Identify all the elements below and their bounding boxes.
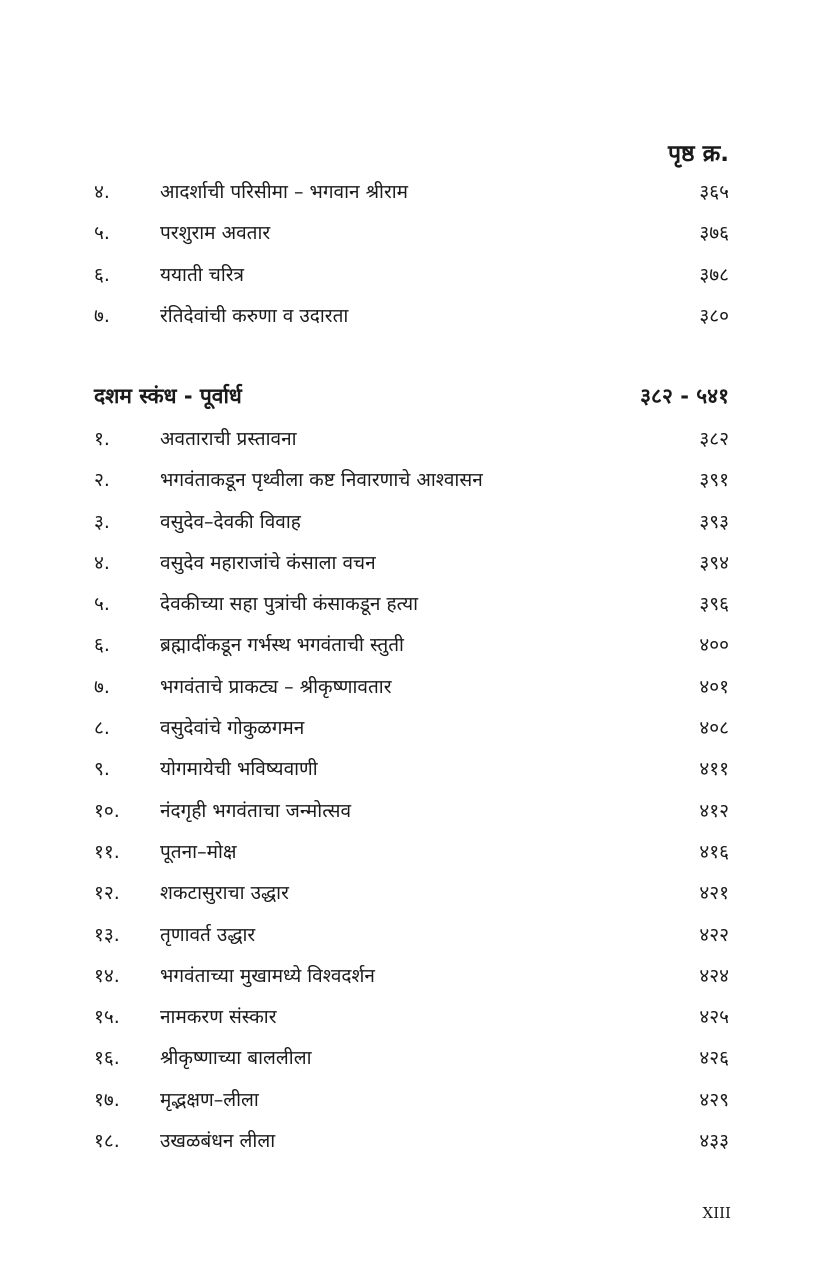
entry-page-number: ३९६ [699,593,729,616]
entry-title: नंदगृही भगवंताचा जन्मोत्सव [160,799,352,822]
toc-entry [94,1082,729,1123]
toc-entry [94,1123,729,1164]
section-page-range: ३८२ - ५४१ [640,384,729,408]
entry-title: देवकीच्या सहा पुत्रांची कंसाकडून हत्या [160,593,419,616]
toc-list-continued [94,174,729,339]
entry-title: तृणावर्त उद्धार [160,923,256,946]
entry-number: १५. [94,1006,120,1029]
entry-page-number: ४२१ [699,882,729,905]
entry-page-number: ४२६ [699,1047,729,1070]
toc-entry [94,875,729,916]
entry-title: मृद्भक्षण–लीला [160,1088,259,1111]
entry-number: ७. [94,304,110,327]
section-heading [94,382,729,416]
entry-title: आदर्शाची परिसीमा – भगवान श्रीराम [160,181,409,203]
page-folio: XIII [702,1204,731,1222]
entry-number: ६. [94,263,110,286]
entry-page-number: ३८२ [699,428,729,450]
entry-title: ययाती चरित्र [160,263,244,286]
entry-page-number: ४२२ [699,923,729,946]
toc-entry [94,958,729,999]
entry-page-number: ३९१ [699,469,729,492]
entry-title: ब्रह्मादींकडून गर्भस्थ भगवंताची स्तुती [160,634,404,657]
entry-page-number: ३६५ [699,181,729,203]
toc-entry [94,669,729,710]
toc-entry [94,174,729,215]
toc-entry [94,627,729,668]
entry-title: रंतिदेवांची करुणा व उदारता [160,304,349,327]
entry-title: शकटासुराचा उद्धार [160,882,289,905]
entry-number: ४. [94,551,110,574]
entry-number: ४. [94,181,110,203]
entry-number: ५. [94,222,110,245]
entry-number: १२. [94,882,120,905]
entry-title: अवताराची प्रस्तावना [160,428,297,450]
entry-number: ९. [94,758,110,781]
toc-entry [94,1040,729,1081]
entry-page-number: ४२४ [699,964,729,987]
toc-entry [94,999,729,1040]
toc-entry [94,751,729,792]
entry-page-number: ४३३ [699,1130,729,1153]
entry-title: परशुराम अवतार [160,222,271,245]
entry-page-number: ४०१ [699,675,729,698]
entry-title: वसुदेवांचे गोकुळगमन [160,717,305,740]
entry-page-number: ४११ [699,758,729,781]
entry-page-number: ३९४ [699,551,729,574]
entry-title: भगवंताच्या मुखामध्ये विश्वदर्शन [160,964,375,987]
entry-number: ८. [94,717,110,740]
toc-list-section [94,421,729,1164]
entry-number: १६. [94,1047,120,1070]
entry-page-number: ३९३ [699,510,729,533]
entry-title: उखळबंधन लीला [160,1130,276,1153]
entry-number: १. [94,428,110,450]
toc-entry [94,215,729,256]
entry-page-number: ४१२ [699,799,729,822]
page-number-column-heading: पृष्ठ क्र. [667,141,729,167]
toc-entry [94,421,729,462]
entry-page-number: ४०० [699,634,729,657]
toc-entry [94,462,729,503]
toc-entry [94,545,729,586]
toc-entry [94,298,729,339]
entry-number: १८. [94,1130,120,1153]
entry-number: २. [94,469,110,492]
entry-title: पूतना–मोक्ष [160,840,237,863]
entry-page-number: ४२९ [699,1088,729,1111]
entry-number: १३. [94,923,120,946]
entry-number: ११. [94,840,120,863]
entry-title: भगवंताकडून पृथ्वीला कष्ट निवारणाचे आश्वासन [160,469,483,492]
entry-title: श्रीकृष्णाच्या बाललीला [160,1047,312,1070]
entry-page-number: ३७६ [699,222,729,245]
entry-title: भगवंताचे प्राकट्य – श्रीकृष्णावतार [160,675,392,698]
entry-title: नामकरण संस्कार [160,1006,277,1029]
entry-number: १४. [94,964,120,987]
entry-title: वसुदेव महाराजांचे कंसाला वचन [160,551,376,574]
entry-page-number: ४०८ [699,717,729,740]
toc-entry [94,710,729,751]
toc-entry [94,586,729,627]
toc-entry [94,504,729,545]
entry-number: १७. [94,1088,120,1111]
entry-title: योगमायेची भविष्यवाणी [160,758,318,781]
toc-entry [94,257,729,298]
entry-number: ३. [94,510,110,533]
entry-number: ७. [94,675,110,698]
entry-number: ६. [94,634,110,657]
entry-title: वसुदेव–देवकी विवाह [160,510,301,533]
toc-entry [94,917,729,958]
entry-page-number: ४२५ [699,1006,729,1029]
entry-page-number: ३७८ [699,263,729,286]
toc-entry [94,834,729,875]
entry-page-number: ४१६ [699,840,729,863]
entry-number: ५. [94,593,110,616]
section-title: दशम स्कंध - पूर्वार्ध [94,384,242,408]
entry-number: १०. [94,799,120,822]
entry-page-number: ३८० [699,304,729,327]
toc-entry [94,793,729,834]
